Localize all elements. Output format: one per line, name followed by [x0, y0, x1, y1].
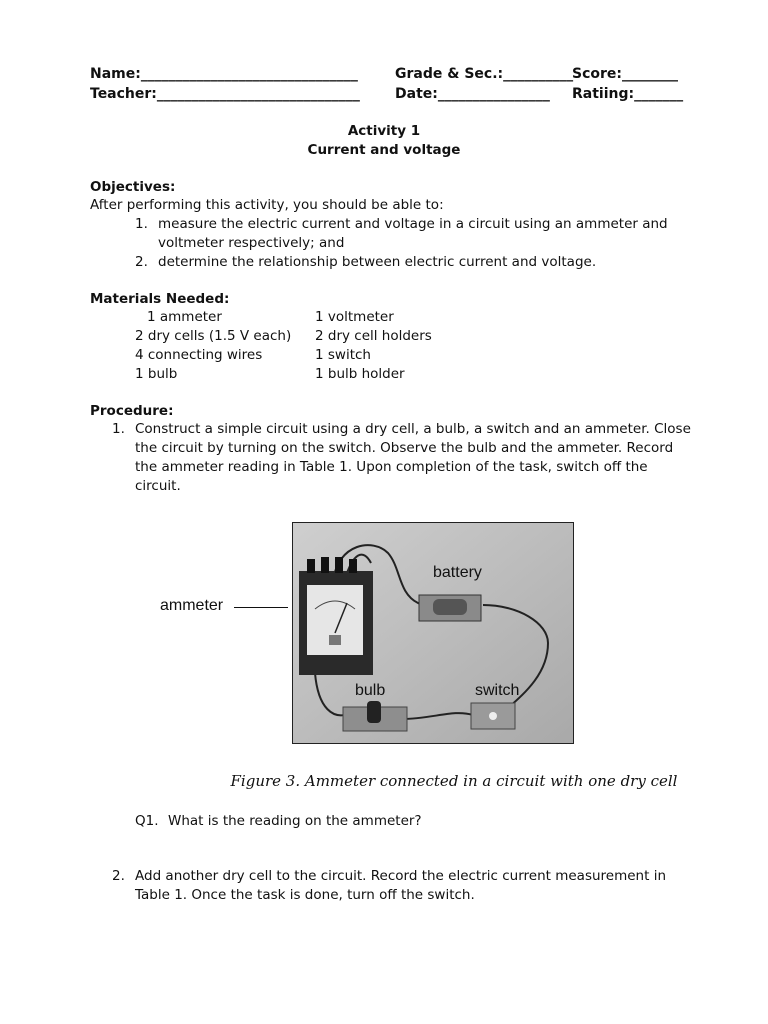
activity-title: Activity 1: [347, 123, 421, 139]
step-1-number: 1.: [112, 421, 125, 437]
step-2-line2: Table 1. Once the task is done, turn off the switch.: [135, 887, 475, 903]
battery-label: battery: [433, 564, 482, 581]
material-left-4: 1 bulb: [135, 366, 178, 382]
rating-label: Ratiing:: [572, 86, 635, 102]
material-right-3: 1 switch: [315, 347, 371, 363]
rating-field-row: [572, 86, 683, 102]
switch-label: switch: [475, 682, 520, 699]
objectives-intro: After performing this activity, you should be able to:: [90, 197, 444, 213]
step-2-number: 2.: [112, 868, 125, 884]
name-blank-line: _______________________________: [140, 66, 358, 82]
grade-blank-line: __________: [503, 66, 574, 82]
objective-1-line1: measure the electric current and voltage in a circuit using an ammeter and: [158, 216, 668, 232]
question-text: What is the reading on the ammeter?: [168, 813, 422, 829]
activity-subtitle: Current and voltage: [307, 142, 461, 158]
material-left-3: 4 connecting wires: [135, 347, 263, 363]
material-right-2: 2 dry cell holders: [315, 328, 432, 344]
rating-blank-line: _______: [634, 86, 684, 102]
date-blank-line: ________________: [437, 86, 550, 102]
date-label: Date:: [395, 86, 438, 102]
circuit-photo: [292, 522, 574, 744]
materials-heading: Materials Needed:: [90, 291, 230, 307]
grade-field-row: [395, 66, 573, 82]
teacher-field-row: [90, 86, 360, 102]
score-label: Score:: [572, 66, 622, 82]
step-2-line1: Add another dry cell to the circuit. Record the electric current measurement in: [135, 868, 667, 884]
material-left-2: 2 dry cells (1.5 V each): [135, 328, 292, 344]
date-field-row: [395, 86, 550, 102]
name-field-row: [90, 66, 358, 82]
score-blank-line: ________: [622, 66, 678, 82]
objectives-heading: Objectives:: [90, 179, 176, 195]
figure-caption: Figure 3. Ammeter connected in a circuit with one dry cell: [230, 772, 678, 790]
step-1-line2: the circuit by turning on the switch. Observe the bulb and the ammeter. Record: [135, 440, 674, 456]
step-1-line4: circuit.: [135, 478, 181, 494]
circuit-illustration: [293, 523, 573, 743]
procedure-heading: Procedure:: [90, 403, 174, 419]
bulb-label: bulb: [355, 682, 386, 699]
grade-label: Grade & Sec.:: [395, 66, 504, 82]
objective-2-line1: determine the relationship between electric current and voltage.: [158, 254, 597, 270]
objective-1-line2: voltmeter respectively; and: [158, 235, 345, 251]
score-field-row: [572, 66, 678, 82]
material-left-1: 1 ammeter: [147, 309, 222, 325]
name-label: Name:: [90, 66, 141, 82]
material-right-1: 1 voltmeter: [315, 309, 394, 325]
step-1-line3: the ammeter reading in Table 1. Upon completion of the task, switch off the: [135, 459, 648, 475]
teacher-blank-line: _____________________________: [156, 86, 360, 102]
teacher-label: Teacher:: [90, 86, 157, 102]
question-id: Q1.: [135, 813, 159, 829]
material-right-4: 1 bulb holder: [315, 366, 405, 382]
ammeter-callout-label: ammeter: [160, 597, 224, 614]
step-1-line1: Construct a simple circuit using a dry cell, a bulb, a switch and an ammeter. Close: [135, 421, 691, 437]
ammeter-callout-line: [234, 607, 288, 608]
objective-1-number: 1.: [135, 216, 148, 232]
objective-2-number: 2.: [135, 254, 148, 270]
